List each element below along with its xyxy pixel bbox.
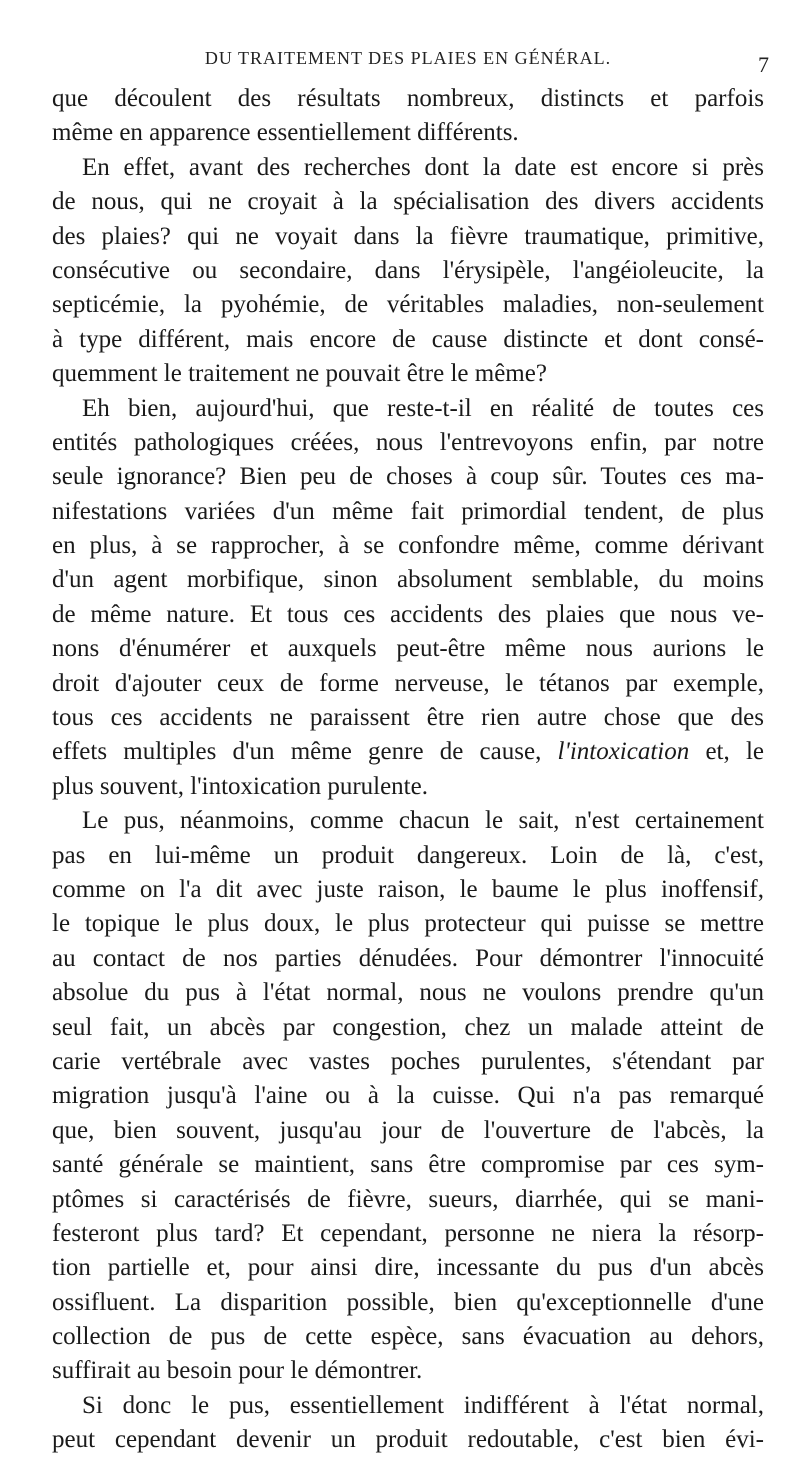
text-line: même en apparence essentiellement différents. xyxy=(52,119,519,147)
body-text xyxy=(52,82,764,1458)
text-line: au contact de nos parties dénudées. Pour démontrer l'innocuité xyxy=(52,944,764,972)
text-segment: effets multiples d'un même genre de cause, xyxy=(52,738,558,766)
text-line: En effet, avant des recherches dont la date est encore si près xyxy=(82,153,764,181)
book-page xyxy=(52,48,770,1458)
text-segment: et, le xyxy=(689,738,764,766)
text-line: tous ces accidents ne paraissent être rien autre chose que des xyxy=(52,704,764,732)
text-line: en plus, à se rapprocher, à se confondre même, comme dérivant xyxy=(52,532,764,560)
text-line: carie vertébrale avec vastes poches purulentes, s'étendant par xyxy=(52,1047,764,1075)
text-line: que découlent des résultats nombreux, distincts et parfois xyxy=(52,85,764,112)
text-line: entités pathologiques créées, nous l'entrevoyons enfin, par notre xyxy=(52,428,764,456)
text-line: nons d'énumérer et auxquels peut-être même nous aurions le xyxy=(52,635,764,663)
text-line: seul fait, un abcès par congestion, chez un malade atteint de xyxy=(52,1013,764,1041)
text-line: Eh bien, aujourd'hui, que reste-t-il en réalité de toutes ces xyxy=(82,394,764,422)
text-line: à type différent, mais encore de cause distincte et dont consé- xyxy=(52,325,764,353)
text-line: Si donc le pus, essentiellement indifférent à l'état normal, xyxy=(82,1391,764,1419)
text-line: plus souvent, l'intoxication purulente. xyxy=(52,772,428,800)
running-head-title: DU TRAITEMENT DES PLAIES EN GÉNÉRAL. xyxy=(204,48,612,68)
page-number: 7 xyxy=(758,52,770,77)
text-line: migration jusqu'à l'aine ou à la cuisse. Qui n'a pas remarqué xyxy=(52,1082,764,1110)
text-line: consécutive ou secondaire, dans l'érysipèle, l'angéioleucite, la xyxy=(52,256,764,284)
text-line: le topique le plus doux, le plus protecteur qui puisse se mettre xyxy=(52,910,764,938)
text-line: de même nature. Et tous ces accidents des plaies que nous ve- xyxy=(52,600,764,628)
text-line: comme on l'a dit avec juste raison, le baume le plus inoffensif, xyxy=(52,875,764,903)
text-line: Le pus, néanmoins, comme chacun le sait, n'est certainement xyxy=(82,807,764,835)
text-line: collection de pus de cette espèce, sans évacuation au dehors, xyxy=(52,1323,764,1351)
italic-term: l'intoxication xyxy=(557,738,690,766)
text-line: suffirait au besoin pour le démontrer. xyxy=(52,1357,423,1385)
text-line: des plaies? qui ne voyait dans la fièvre traumatique, primitive, xyxy=(52,222,764,250)
text-line: ossifluent. La disparition possible, bien qu'exceptionnelle d'une xyxy=(52,1288,764,1316)
text-line: tion partielle et, pour ainsi dire, incessante du pus d'un abcès xyxy=(52,1254,764,1282)
text-line: absolue du pus à l'état normal, nous ne voulons prendre qu'un xyxy=(52,979,764,1007)
text-line: peut cependant devenir un produit redoutable, c'est bien évi- xyxy=(52,1426,764,1454)
text-line: ptômes si caractérisés de fièvre, sueurs, diarrhée, qui se mani- xyxy=(52,1185,764,1213)
text-line: que, bien souvent, jusqu'au jour de l'ouverture de l'abcès, la xyxy=(52,1116,764,1144)
text-line: quemment le traitement ne pouvait être le même? xyxy=(52,360,547,388)
text-line: nifestations variées d'un même fait primordial tendent, de plus xyxy=(52,497,764,525)
text-line: septicémie, la pyohémie, de véritables maladies, non-seulement xyxy=(52,291,764,319)
text-line: d'un agent morbifique, sinon absolument semblable, du moins xyxy=(52,566,764,594)
text-line: pas en lui-même un produit dangereux. Loin de là, c'est, xyxy=(52,841,764,869)
text-line-with-italic xyxy=(52,735,764,769)
running-head xyxy=(52,48,770,78)
text-line: santé générale se maintient, sans être compromise par ces sym- xyxy=(52,1151,764,1179)
text-line: seule ignorance? Bien peu de choses à coup sûr. Toutes ces ma- xyxy=(52,463,764,491)
text-line: de nous, qui ne croyait à la spécialisation des divers accidents xyxy=(52,188,764,216)
text-line: droit d'ajouter ceux de forme nerveuse, le tétanos par exemple, xyxy=(52,669,764,697)
text-line: festeront plus tard? Et cependant, personne ne niera la résorp- xyxy=(52,1219,764,1247)
